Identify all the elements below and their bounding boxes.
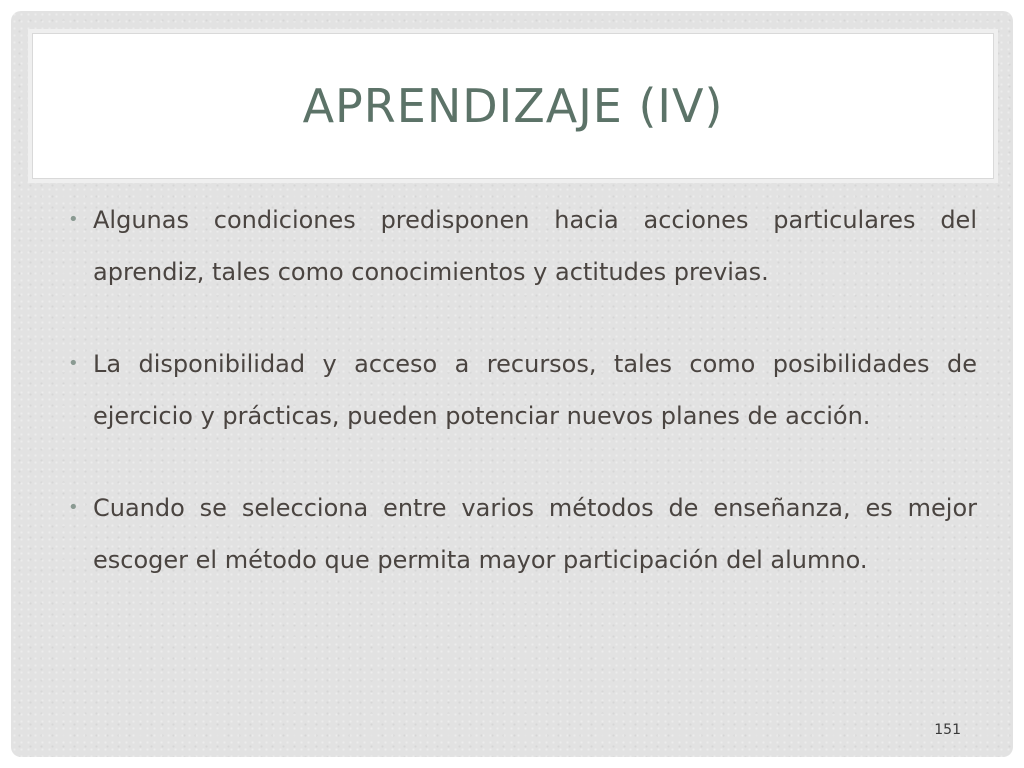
bullet-dot-icon: • <box>68 497 79 518</box>
bullet-text: La disponibilidad y acceso a recursos, tales como posibilidades de ejercicio y prácticas, pueden potenciar nuevos planes de acción. <box>93 350 977 430</box>
list-item <box>68 194 977 298</box>
bullet-list <box>68 194 977 626</box>
slide-title: APRENDIZAJE (IV) <box>302 79 724 133</box>
bullet-dot-icon: • <box>68 209 79 230</box>
list-item <box>68 482 977 586</box>
page-number: 151 <box>934 722 961 738</box>
bullet-text: Algunas condiciones predisponen hacia acciones particulares del aprendiz, tales como conocimientos y actitudes previas. <box>93 206 977 286</box>
slide <box>11 11 1013 757</box>
bullet-dot-icon: • <box>68 353 79 374</box>
title-box <box>32 33 994 179</box>
list-item <box>68 338 977 442</box>
bullet-text: Cuando se selecciona entre varios métodos de enseñanza, es mejor escoger el método que permita mayor participación del alumno. <box>93 494 977 574</box>
